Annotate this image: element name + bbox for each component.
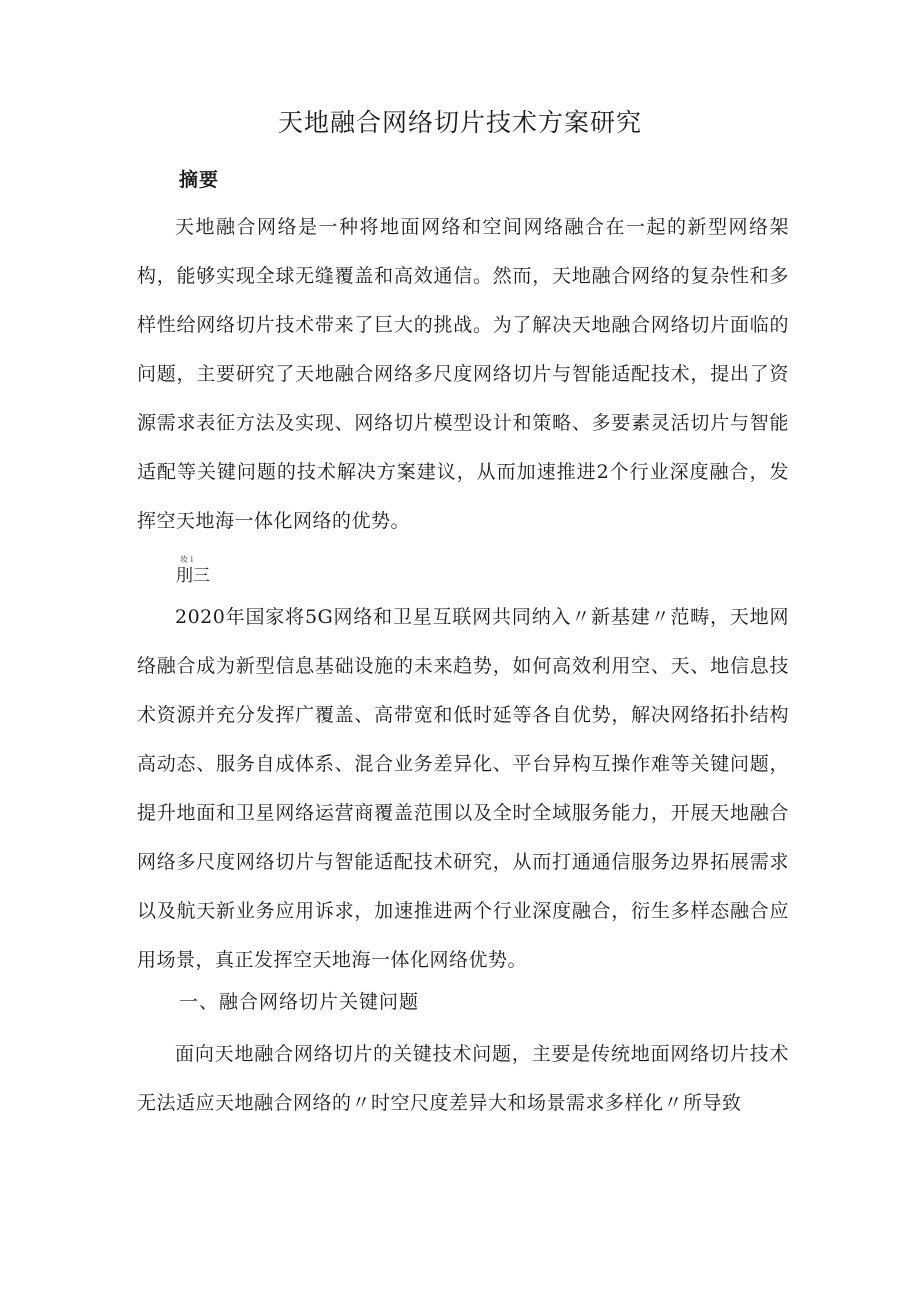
section-1-heading: 一、融合网络切片关键问题: [179, 991, 420, 1013]
abstract-paragraph: 天地融合网络是一种将地面网络和空间网络融合在一起的新型网络架构，能够实现全球无缝覆盖和高效通信。然而，天地融合网络的复杂性和多样性给网络切片技术带来了巨大的挑战。为了解决天地融合网络切片面临的问题，主要研究了天地融合网络多尺度网络切片与智能适配技术，提出了资源需求表征方法及实现、网络切片模型设计和策略、多要素灵活切片与智能适配等关键问题的技术解决方案建议，从而加速推进2个行业深度融合，发挥空天地海一体化网络的优势。: [137, 216, 789, 532]
preface-heading: [176, 555, 216, 591]
document-title: 天地融合网络切片技术方案研究: [277, 108, 642, 137]
intro-paragraph: 2020年国家将5G网络和卫星互联网共同纳入〃新基建〃范畴，天地网络融合成为新型信息基础设施的未来趋势，如何高效利用空、天、地信息技术资源并充分发挥广覆盖、高带宽和低时延等各自优势，解决网络拓扑结构高动态、服务自成体系、混合业务差异化、平台异构互操作难等关键问题，提升地面和卫星网络运营商覆盖范围以及全时全域服务能力，开展天地融合网络多尺度网络切片与智能适配技术研究，从而打通通信服务边界拓展需求以及航天新业务应用诉求，加速推进两个行业深度融合，衍生多样态融合应用场景，真正发挥空天地海一体化网络优势。: [137, 606, 789, 971]
preface-heading-top: 妆 i: [180, 555, 194, 564]
preface-heading-main: 刖三: [176, 566, 210, 586]
section-1-paragraph: 面向天地融合网络切片的关键技术问题，主要是传统地面网络切片技术无法适应天地融合网络的〃时空尺度差异大和场景需求多样化〃所导致: [137, 1043, 789, 1114]
abstract-heading: 摘要: [179, 169, 220, 191]
